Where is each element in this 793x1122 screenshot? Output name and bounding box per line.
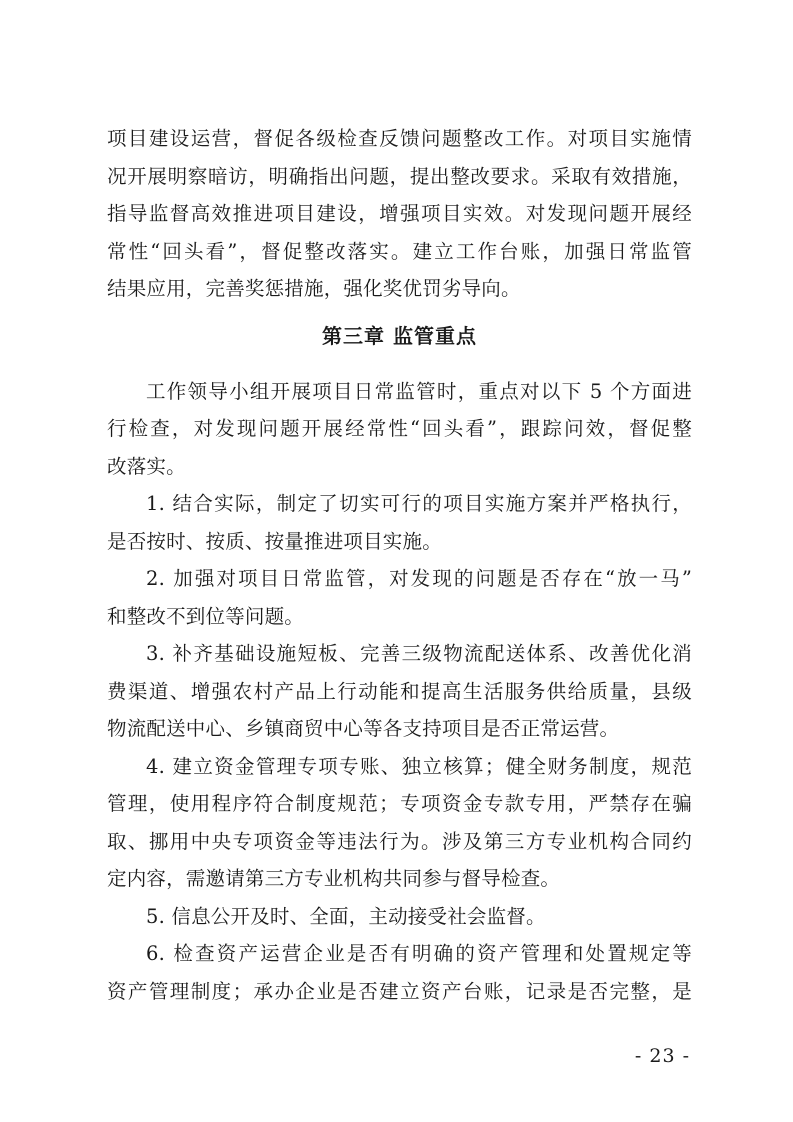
text-line: 5. 信息公开及时、全面，主动接受社会监督。 xyxy=(146,904,546,928)
text-line: 3. 补齐基础设施短板、完善三级物流配送体系、改善优化消 xyxy=(146,642,692,665)
intro-paragraph xyxy=(107,120,692,308)
list-item-3 xyxy=(107,635,692,748)
text-line: 6. 检查资产运营企业是否有明确的资产管理和处置规定等 xyxy=(146,942,692,965)
overview-paragraph xyxy=(107,373,692,486)
list-item-6 xyxy=(107,935,692,1010)
list-item-4 xyxy=(107,748,692,898)
text-line: 行检查，对发现问题开展经常性“回头看”，跟踪问效，督促整 xyxy=(107,417,692,440)
text-line: 改落实。 xyxy=(107,454,186,478)
text-line: 是否按时、按质、按量推进项目实施。 xyxy=(107,529,442,553)
page-number: - 23 - xyxy=(634,1045,690,1067)
list-item-2 xyxy=(107,560,692,635)
list-item-5 xyxy=(107,898,692,936)
chapter-title: 第三章 监管重点 xyxy=(322,323,477,348)
text-line: 常性“回头看”，督促整改落实。建立工作台账，加强日常监管 xyxy=(107,239,692,263)
text-line: 取、挪用中央专项资金等违法行为。涉及第三方专业机构合同约 xyxy=(107,829,692,853)
list-item-1 xyxy=(107,485,692,560)
text-line: 2. 加强对项目日常监管，对发现的问题是否存在“放一马” xyxy=(146,567,692,590)
text-line: 指导监督高效推进项目建设，增强项目实效。对发现问题开展经 xyxy=(107,202,692,225)
text-line: 和整改不到位等问题。 xyxy=(107,604,305,628)
text-line: 工作领导小组开展项目日常监管时，重点对以下 5 个方面进 xyxy=(146,379,692,403)
text-line: 资产管理制度；承办企业是否建立资产台账，记录是否完整，是 xyxy=(107,979,692,1003)
text-line: 况开展明察暗访，明确指出问题，提出整改要求。采取有效措施， xyxy=(107,164,692,188)
document-body xyxy=(107,120,692,1010)
text-line: 物流配送中心、乡镇商贸中心等各支持项目是否正常运营。 xyxy=(107,717,620,740)
text-line: 定内容，需邀请第三方专业机构共同参与督导检查。 xyxy=(107,867,561,890)
text-line: 管理，使用程序符合制度规范；专项资金专款专用，严禁存在骗 xyxy=(107,792,692,815)
text-line: 4. 建立资金管理专项专账、独立核算；健全财务制度，规范 xyxy=(146,754,692,778)
text-line: 1. 结合实际，制定了切实可行的项目实施方案并严格执行， xyxy=(146,492,692,515)
text-line: 项目建设运营，督促各级检查反馈问题整改工作。对项目实施情 xyxy=(107,127,692,150)
text-line: 费渠道、增强农村产品上行动能和提高生活服务供给质量，县级 xyxy=(107,679,692,703)
text-line: 结果应用，完善奖惩措施，强化奖优罚劣导向。 xyxy=(107,277,521,300)
